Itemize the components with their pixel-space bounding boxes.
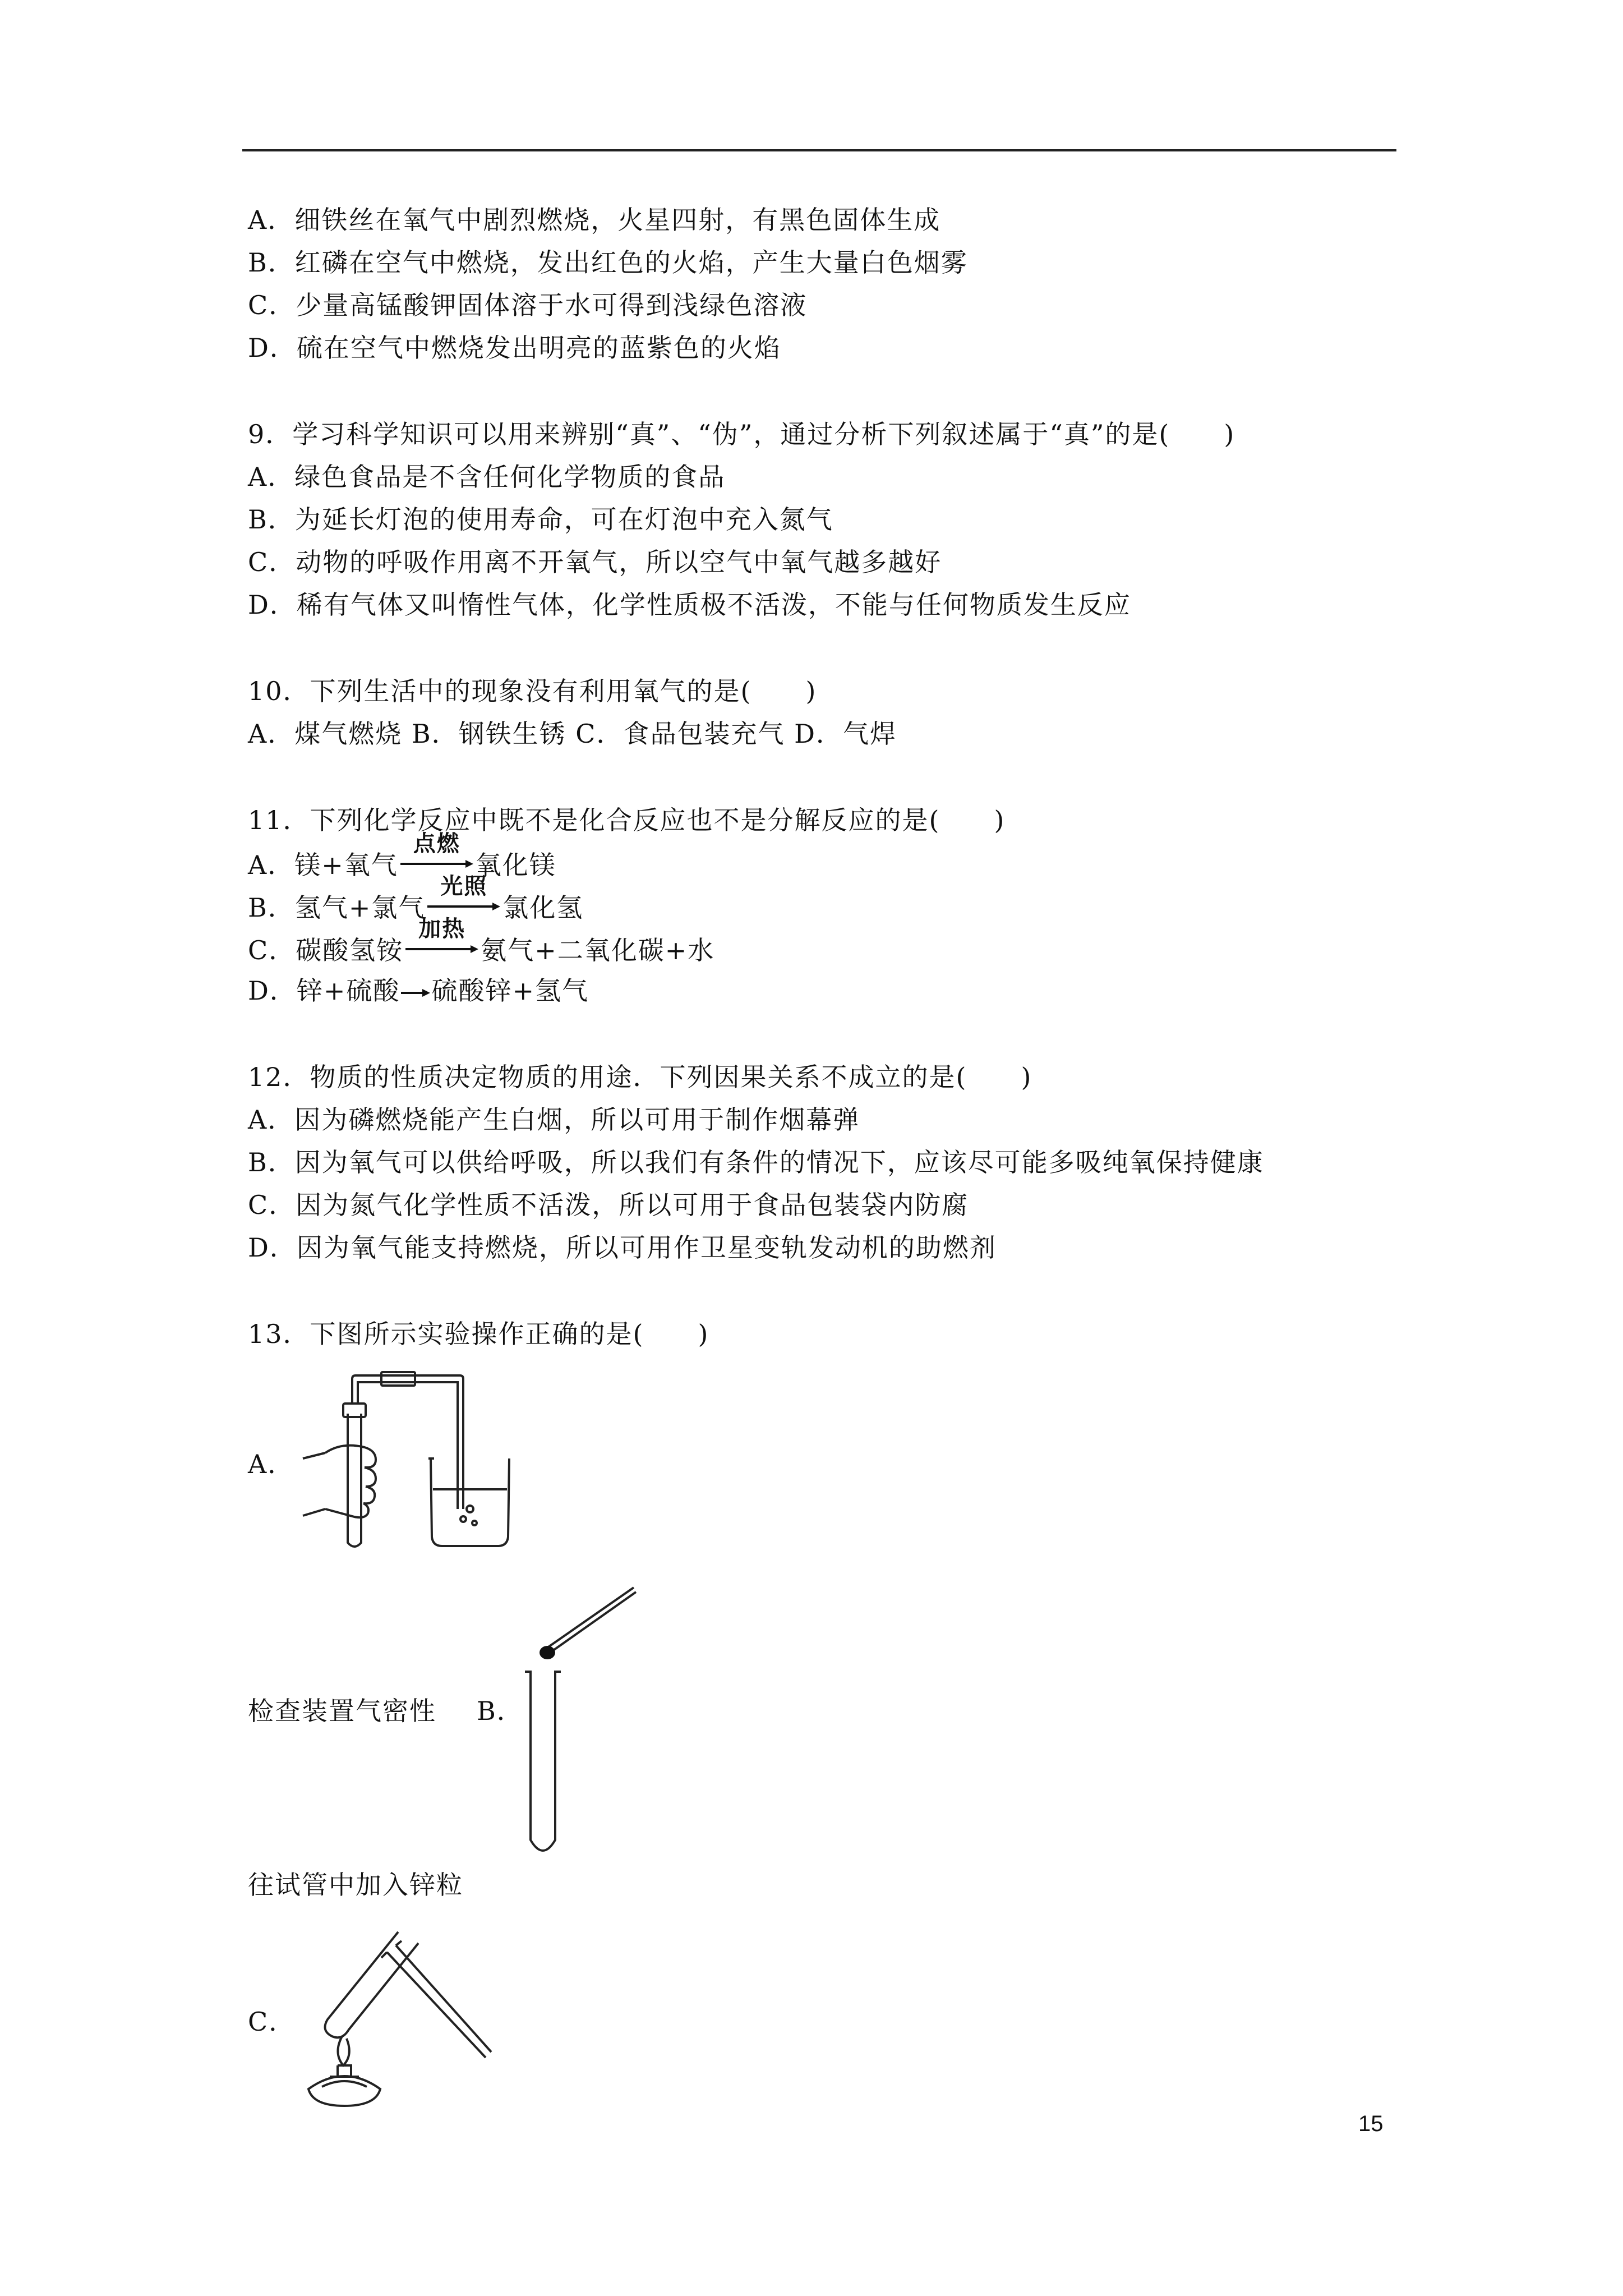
q11-a-reactants: 镁+氧气 xyxy=(294,850,398,880)
airtightness-check-figure xyxy=(292,1369,527,1554)
q11-a-prefix: A． xyxy=(248,850,295,880)
q11-stem: 11．下列化学反应中既不是化合反应也不是分解反应的是( ) xyxy=(248,805,1006,835)
q11-b-products: 氯化氢 xyxy=(502,892,584,923)
q9-option-b: B．为延长灯泡的使用寿命，可在灯泡中充入氮气 xyxy=(248,504,833,535)
q9-option-d: D．稀有气体又叫惰性气体，化学性质极不活泼，不能与任何物质发生反应 xyxy=(248,590,1131,620)
q13-a-label: A． xyxy=(248,1449,295,1479)
arrow-icon xyxy=(400,987,431,999)
q11-c-reactants: 碳酸氢铵 xyxy=(296,935,404,965)
q11-a-condition: 点燃 xyxy=(413,831,460,857)
q11-d-reactants: 锌+硫酸 xyxy=(296,976,400,1006)
q12-option-b: B．因为氧气可以供给呼吸，所以我们有条件的情况下，应该尽可能多吸纯氧保持健康 xyxy=(248,1147,1264,1177)
reaction-condition-arrow xyxy=(404,916,479,963)
zinc-granule xyxy=(540,1646,555,1659)
q11-b-condition: 光照 xyxy=(440,873,488,899)
q11-a-products: 氧化镁 xyxy=(475,850,556,880)
q8-option-b: B．红磷在空气中燃烧，发出红色的火焰，产生大量白色烟雾 xyxy=(248,247,968,278)
q13-c-label: C． xyxy=(248,2007,296,2037)
q9-option-a: A．绿色食品是不含任何化学物质的食品 xyxy=(248,462,726,492)
q11-c-condition: 加热 xyxy=(418,916,466,942)
q8-option-d: D．硫在空气中燃烧发出明亮的蓝紫色的火焰 xyxy=(248,333,781,363)
q13-a-caption: 检查装置气密性 xyxy=(248,1696,436,1726)
q11-d-products: 硫酸锌+氢气 xyxy=(431,976,589,1006)
q9-option-c: C．动物的呼吸作用离不开氧气，所以空气中氧气越多越好 xyxy=(248,547,942,577)
q10-stem: 10．下列生活中的现象没有利用氧气的是( ) xyxy=(248,676,817,706)
q11-d-prefix: D． xyxy=(248,976,297,1006)
q13-b-label: B． xyxy=(477,1696,524,1726)
header-rule xyxy=(242,149,1396,151)
q13-b-caption: 往试管中加入锌粒 xyxy=(248,1870,463,1900)
q8-option-a: A．细铁丝在氧气中剧烈燃烧，火星四射，有黑色固体生成 xyxy=(248,205,941,235)
heating-test-tube-figure xyxy=(286,1918,499,2109)
q12-option-a: A．因为磷燃烧能产生白烟，所以可用于制作烟幕弹 xyxy=(248,1105,860,1135)
reaction-condition-arrow xyxy=(399,831,474,877)
q10-options: A．煤气燃烧 B．钢铁生锈 C．食品包装充气 D．气焊 xyxy=(248,719,897,749)
q12-option-d: D．因为氧气能支持燃烧，所以可用作卫星变轨发动机的助燃剂 xyxy=(248,1232,997,1263)
q12-stem: 12．物质的性质决定物质的用途．下列因果关系不成立的是( ) xyxy=(248,1062,1032,1092)
page-number: 15 xyxy=(1358,2111,1384,2136)
arrow-icon xyxy=(426,901,501,912)
q8-option-c: C．少量高锰酸钾固体溶于水可得到浅绿色溶液 xyxy=(248,290,808,320)
q11-b-prefix: B． xyxy=(248,892,295,923)
q11-c-products: 氨气+二氧化碳+水 xyxy=(481,935,715,965)
arrow-icon xyxy=(404,944,479,955)
add-zinc-figure xyxy=(516,1582,651,1862)
q12-option-c: C．因为氮气化学性质不活泼，所以可用于食品包装袋内防腐 xyxy=(248,1190,969,1220)
q9-stem: 9．学习科学知识可以用来辨别“真”、“伪”，通过分析下列叙述属于“真”的是( ) xyxy=(248,419,1235,449)
q11-option-a xyxy=(248,831,556,882)
q11-option-c xyxy=(248,916,715,967)
q11-option-d xyxy=(248,974,589,1007)
q13-stem: 13．下图所示实验操作正确的是( ) xyxy=(248,1319,709,1349)
reaction-condition-arrow xyxy=(426,873,501,920)
q11-c-prefix: C． xyxy=(248,935,296,965)
q11-b-reactants: 氢气+氯气 xyxy=(294,892,426,923)
arrow-icon xyxy=(399,858,474,869)
